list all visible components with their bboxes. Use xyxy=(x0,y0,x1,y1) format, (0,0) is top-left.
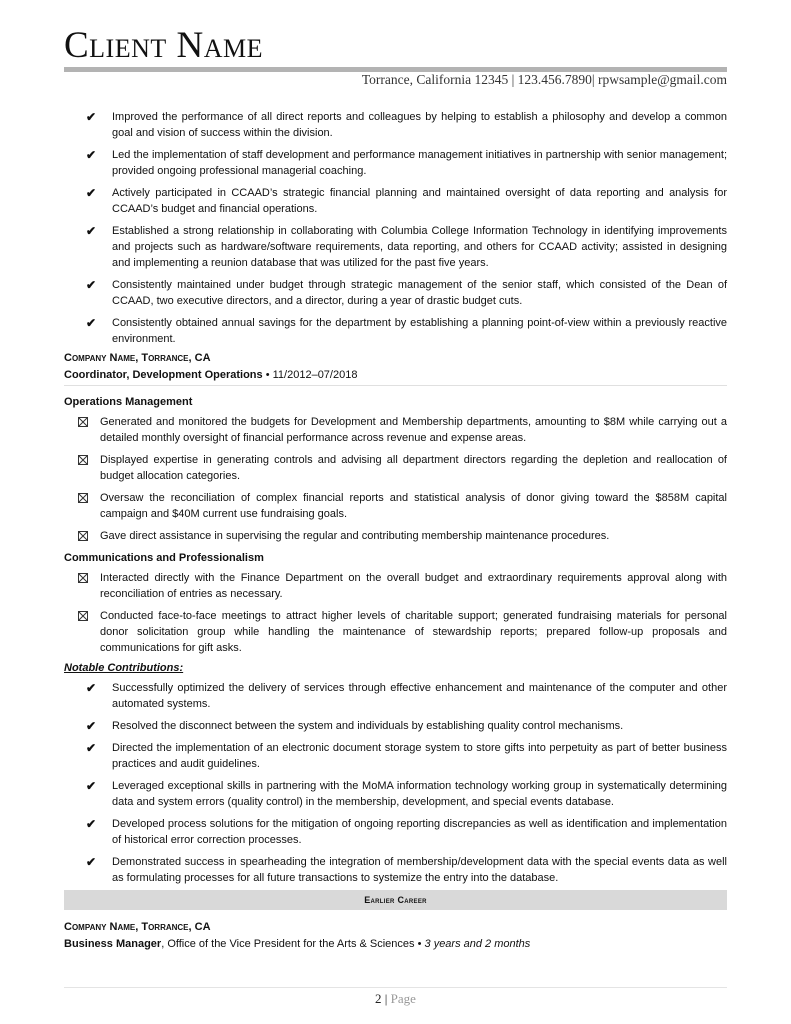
separator-dot: • xyxy=(417,938,422,950)
x-box-icon xyxy=(78,455,88,465)
job-org: , Office of the Vice President for the Arts & Sciences xyxy=(161,938,418,950)
check-icon: ✔ xyxy=(86,186,97,200)
check-icon: ✔ xyxy=(86,741,97,755)
separator-dot: • xyxy=(265,369,270,381)
earlier-career-bar: Earlier Career xyxy=(64,890,727,910)
notable-bullets xyxy=(64,680,727,886)
ops-heading: Operations Management xyxy=(64,396,193,408)
list-item: Gave direct assistance in supervising the regular and contributing membership maintenance procedures. xyxy=(64,528,727,544)
list-item: ✔ Directed the implementation of an electronic document storage system to store gifts into perpetuity as part of better business practices and audit guidelines. xyxy=(86,741,727,770)
client-name: Client Name xyxy=(64,25,264,66)
check-icon: ✔ xyxy=(86,278,97,292)
check-icon: ✔ xyxy=(86,224,97,238)
check-icon: ✔ xyxy=(86,316,97,330)
footer-divider: | xyxy=(384,991,388,1006)
page-label: Page xyxy=(390,991,416,1006)
resume-body xyxy=(64,109,727,954)
list-item: ✔ Leveraged exceptional skills in partnering with the MoMA information technology working group in systematically determining data and system errors (quality control) in the membership, development, and special events database. xyxy=(86,779,727,808)
list-item: Interacted directly with the Finance Department on the overall budget and extraordinary requirements approval along with reconciliation of entries as necessary. xyxy=(64,570,727,602)
list-item: ✔ Developed process solutions for the mitigation of ongoing reporting discrepancies as well as identification and implementation of historical error correction processes. xyxy=(86,817,727,846)
page-number: 2 xyxy=(375,991,382,1006)
list-item: ✔ Actively participated in CCAAD’s strategic financial planning and maintained oversight of data reporting and analysis for CCAAD’s budget and financial operations. xyxy=(86,186,727,215)
list-item: ✔ Consistently maintained under budget through strategic management of the senior staff, which consisted of the Dean of CCAAD, two executive directors, and a director, during a year of drastic budget cuts. xyxy=(86,278,727,307)
check-icon: ✔ xyxy=(86,779,97,793)
list-item: ✔ Successfully optimized the delivery of services through effective enhancement and maintenance of the computer and other automated systems. xyxy=(86,681,727,710)
job-duration: 3 years and 2 months xyxy=(424,938,531,950)
list-item: Conducted face-to-face meetings to attract higher levels of charitable support; generated fundraising materials for personal donor solicitation group while handling the maintenance of stewardship reports; prepared follow-up proposals and communications for gift asks. xyxy=(64,608,727,656)
x-box-icon xyxy=(78,417,88,427)
job-title: Business Manager xyxy=(64,938,162,950)
check-icon: ✔ xyxy=(86,110,97,124)
list-item: ✔ Resolved the disconnect between the system and individuals by establishing quality control mechanisms. xyxy=(86,719,624,733)
page-footer xyxy=(0,991,791,1007)
check-icon: ✔ xyxy=(86,719,97,733)
list-item: Generated and monitored the budgets for Development and Membership departments, amounting to $8M while carrying out a detailed monthly oversight of financial performance across revenue and expense areas. xyxy=(64,414,727,446)
company-name: Company Name, Torrance, CA xyxy=(64,921,211,933)
list-item: ✔ Established a strong relationship in collaborating with Columbia College Information Technology in identifying improvements and projects such as hardware/software requirements, data reporting, and others for CCAAD activity; assisted in designing and implementing a reunion database that was utilized for the past five years. xyxy=(86,224,727,269)
list-item: ✔ Demonstrated success in spearheading the integration of membership/development data with the special events data as well as formulating processes for all future transactions to systemize the entry into the database. xyxy=(86,855,727,884)
x-box-icon xyxy=(78,611,88,621)
x-box-icon xyxy=(78,573,88,583)
x-box-icon xyxy=(78,493,88,503)
footer-rule xyxy=(64,987,727,988)
list-item: ✔ Improved the performance of all direct reports and colleagues by helping to establish a philosophy and develop a common goal and vision of success within the division. xyxy=(86,110,727,139)
job-title-line xyxy=(64,367,727,386)
check-icon: ✔ xyxy=(86,148,97,162)
intro-bullets xyxy=(64,109,727,347)
list-item: ✔ Led the implementation of staff development and performance management initiatives in partnership with senior management; provided ongoing professional managerial coaching. xyxy=(86,148,727,177)
list-item: Oversaw the reconciliation of complex financial reports and statistical analysis of donor giving toward the $858M capital campaign and $40M current use fundraising goals. xyxy=(64,490,727,522)
x-box-icon xyxy=(78,531,88,541)
job-title-line xyxy=(64,936,727,954)
list-item: ✔ Consistently obtained annual savings for the department by establishing a planning point-of-view within a previously reactive environment. xyxy=(86,316,727,345)
job-title: Coordinator, Development Operations xyxy=(64,369,263,381)
list-item: Displayed expertise in generating controls and advising all department directors regarding the depletion and reallocation of budget allocation categories. xyxy=(64,452,727,484)
check-icon: ✔ xyxy=(86,855,97,869)
notable-heading: Notable Contributions: xyxy=(64,662,184,674)
job-dates: 11/2012–07/2018 xyxy=(272,369,358,381)
check-icon: ✔ xyxy=(86,817,97,831)
company-name: Company Name, Torrance, CA xyxy=(64,352,211,364)
check-icon: ✔ xyxy=(86,681,97,695)
comms-heading: Communications and Professionalism xyxy=(64,552,264,564)
contact-line: Torrance, California 12345 | 123.456.7890| rpwsample@gmail.com xyxy=(361,72,727,87)
